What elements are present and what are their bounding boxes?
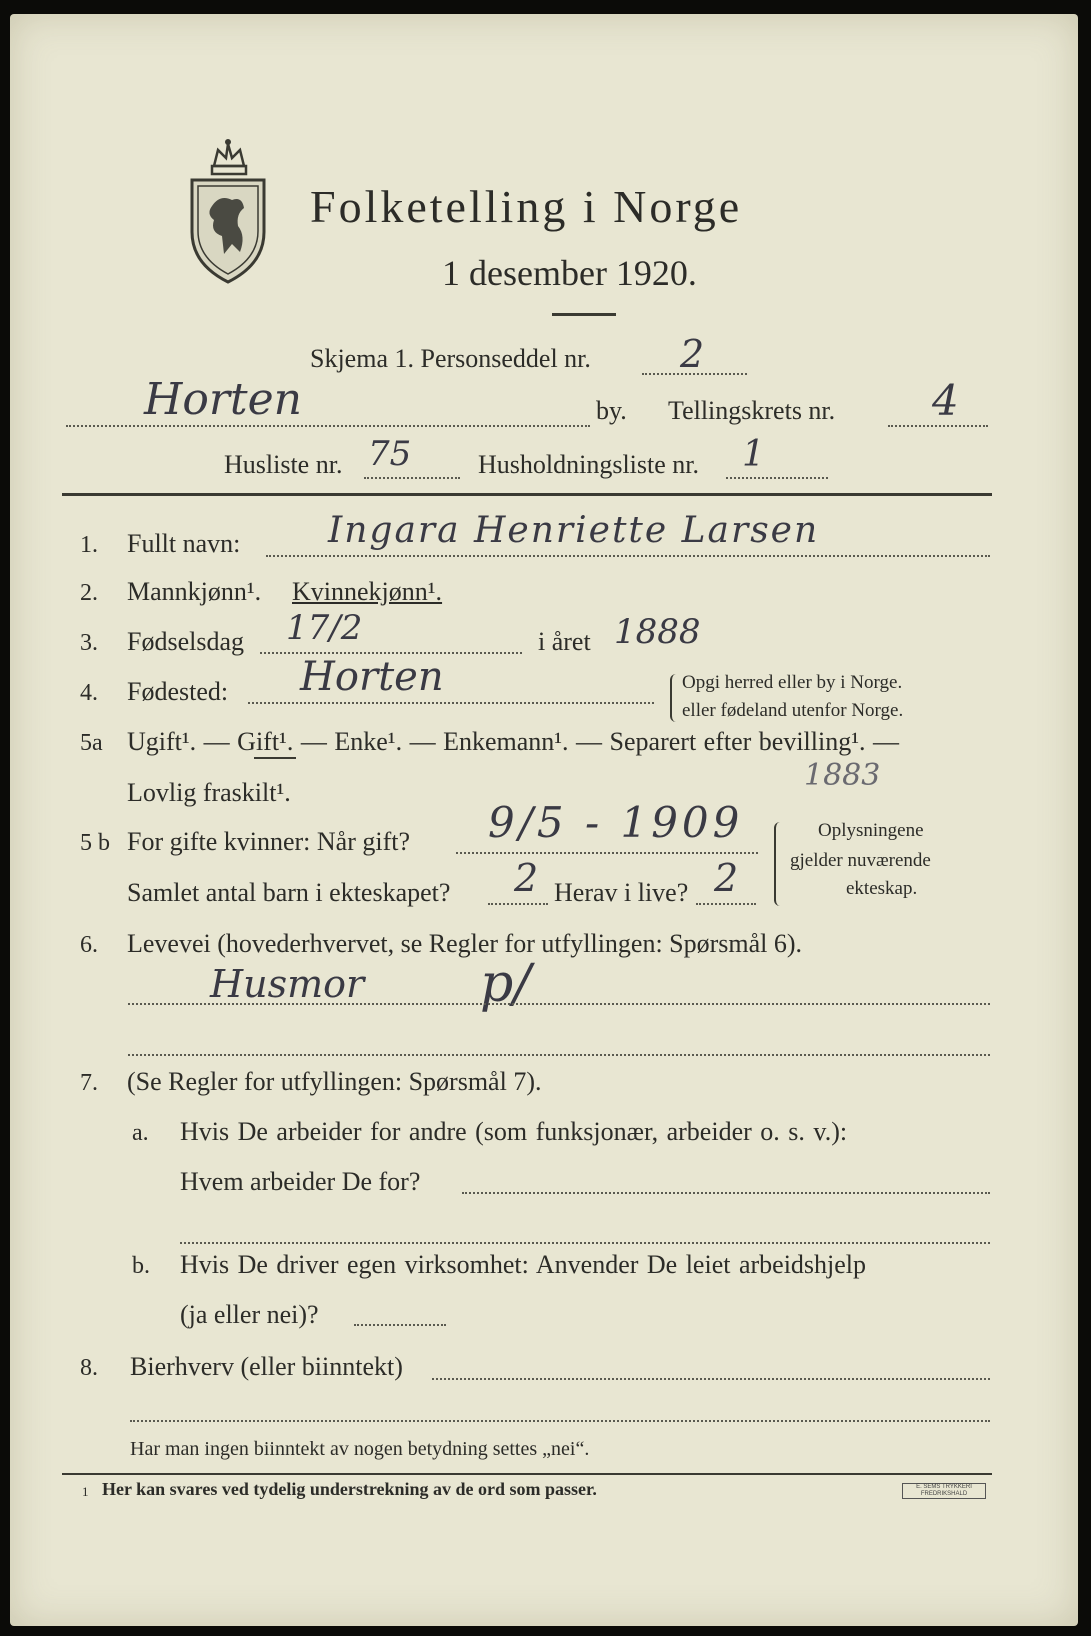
tellingskrets-label: Tellingskrets nr. [668, 396, 836, 425]
q8-line1 [432, 1378, 990, 1380]
footnote-text: Her kan svares ved tydelig understrekning av de ord som passer. [102, 1479, 597, 1499]
q8-line2 [130, 1420, 990, 1422]
title-divider [552, 313, 616, 316]
q2-male: Mannkjønn¹. [127, 577, 262, 606]
norwegian-coat-of-arms-icon [186, 136, 270, 286]
husliste-value: 75 [368, 434, 412, 474]
husholdningsliste-line [726, 477, 828, 479]
q3-year-label: i året [538, 627, 591, 656]
husliste-label: Husliste nr. [224, 450, 343, 479]
q4-label: Fødested: [127, 677, 229, 706]
section-divider [62, 493, 992, 496]
q7a-label: Hvis De arbeider for andre (som funksjonær, arbeider o. s. v.): [180, 1117, 848, 1146]
tellingskrets-value: 4 [932, 376, 959, 425]
q7b-sub: (ja eller nei)? [180, 1300, 319, 1329]
q1-number: 1. [80, 532, 98, 558]
q5b-children-label: Samlet antal barn i ekteskapet? [127, 878, 451, 907]
husholdningsliste-label: Husholdningsliste nr. [478, 450, 700, 479]
q6-label: Levevei (hovederhvervet, se Regler for utfyllingen: Spørsmål 6). [127, 929, 803, 958]
by-label: by. [596, 396, 627, 425]
q3-year-value: 1888 [614, 612, 701, 652]
q5a-options: Ugift¹. — Gift¹. — Enke¹. — Enkemann¹. — Separert efter bevilling¹. — [127, 727, 900, 756]
q5b-note-line2: gjelder nuværende [790, 850, 931, 871]
place-value: Horten [144, 374, 302, 425]
footnote-divider [62, 1473, 992, 1475]
q5b-alive-line [696, 903, 756, 905]
q7a-line2 [180, 1242, 990, 1244]
q7a-letter: a. [132, 1120, 149, 1146]
q3-label: Fødselsdag [127, 627, 244, 656]
q1-line [266, 555, 990, 557]
q5a-line2: Lovlig fraskilt¹. [127, 778, 291, 807]
q6-line2 [128, 1054, 990, 1056]
q1-value: Ingara Henriette Larsen [328, 510, 820, 551]
form-title: Folketelling i Norge [310, 181, 743, 232]
q5b-note-line3: ekteskap. [846, 878, 918, 899]
schema-nr-value: 2 [680, 332, 705, 376]
q8-label: Bierhverv (eller biinntekt) [130, 1352, 403, 1381]
q7-number: 7. [80, 1070, 98, 1096]
q4-note-line1: Opgi herred eller by i Norge. [682, 672, 903, 693]
q4-brace [670, 674, 678, 722]
q7a-line1 [462, 1192, 990, 1194]
q7-label: (Se Regler for utfyllingen: Spørsmål 7). [127, 1067, 542, 1096]
q5a-gift-underline [254, 757, 296, 759]
biinntekt-note: Har man ingen biinntekt av nogen betydning settes „nei“. [130, 1438, 590, 1460]
q5b-number: 5 b [80, 830, 110, 856]
footnote-mark: 1 [82, 1484, 89, 1499]
husholdningsliste-value: 1 [742, 434, 765, 475]
q5a-annotation: 1883 [804, 758, 881, 793]
q7b-label: Hvis De driver egen virksomhet: Anvender De leiet arbeidshjelp [180, 1250, 867, 1279]
q5b-line [456, 852, 758, 854]
q5b-note-line1: Oplysningene [818, 820, 924, 841]
q4-line [248, 702, 654, 704]
q3-value: 17/2 [286, 608, 363, 648]
census-date: 1 desember 1920. [442, 253, 697, 293]
q6-value: Husmor [210, 962, 365, 1006]
q7b-line [354, 1324, 446, 1326]
q7a-sub: Hvem arbeider De for? [180, 1167, 421, 1196]
q4-number: 4. [80, 680, 98, 706]
q8-number: 8. [80, 1355, 98, 1381]
husliste-line [364, 477, 460, 479]
census-form-paper [10, 14, 1078, 1626]
q5b-brace [774, 822, 784, 906]
q7b-letter: b. [132, 1253, 150, 1279]
printer-stamp: E. SEMS TRYKKERI FREDRIKSHALD [902, 1483, 986, 1499]
q5b-alive-value: 2 [714, 856, 739, 900]
q5b-children-line [488, 903, 548, 905]
q5b-label: For gifte kvinner: Når gift? [127, 827, 411, 856]
q5b-children-value: 2 [514, 856, 539, 900]
q3-number: 3. [80, 630, 98, 656]
q2-female: Kvinnekjønn¹. [292, 577, 443, 606]
q5a-number: 5a [80, 730, 103, 756]
schema-label: Skjema 1. Personseddel nr. [310, 344, 591, 373]
place-line [66, 425, 590, 427]
q6-line1 [128, 1003, 990, 1005]
q4-value: Horten [300, 654, 444, 700]
q5b-value: 9/5 - 1909 [488, 798, 744, 847]
q4-note-line2: eller fødeland utenfor Norge. [682, 700, 904, 721]
tellingskrets-line [888, 425, 988, 427]
q6-number: 6. [80, 932, 98, 958]
q1-label: Fullt navn: [127, 529, 241, 558]
q5b-alive-label: Herav i live? [554, 878, 689, 907]
q6-mark: p/ [480, 954, 531, 1014]
q2-number: 2. [80, 580, 98, 606]
